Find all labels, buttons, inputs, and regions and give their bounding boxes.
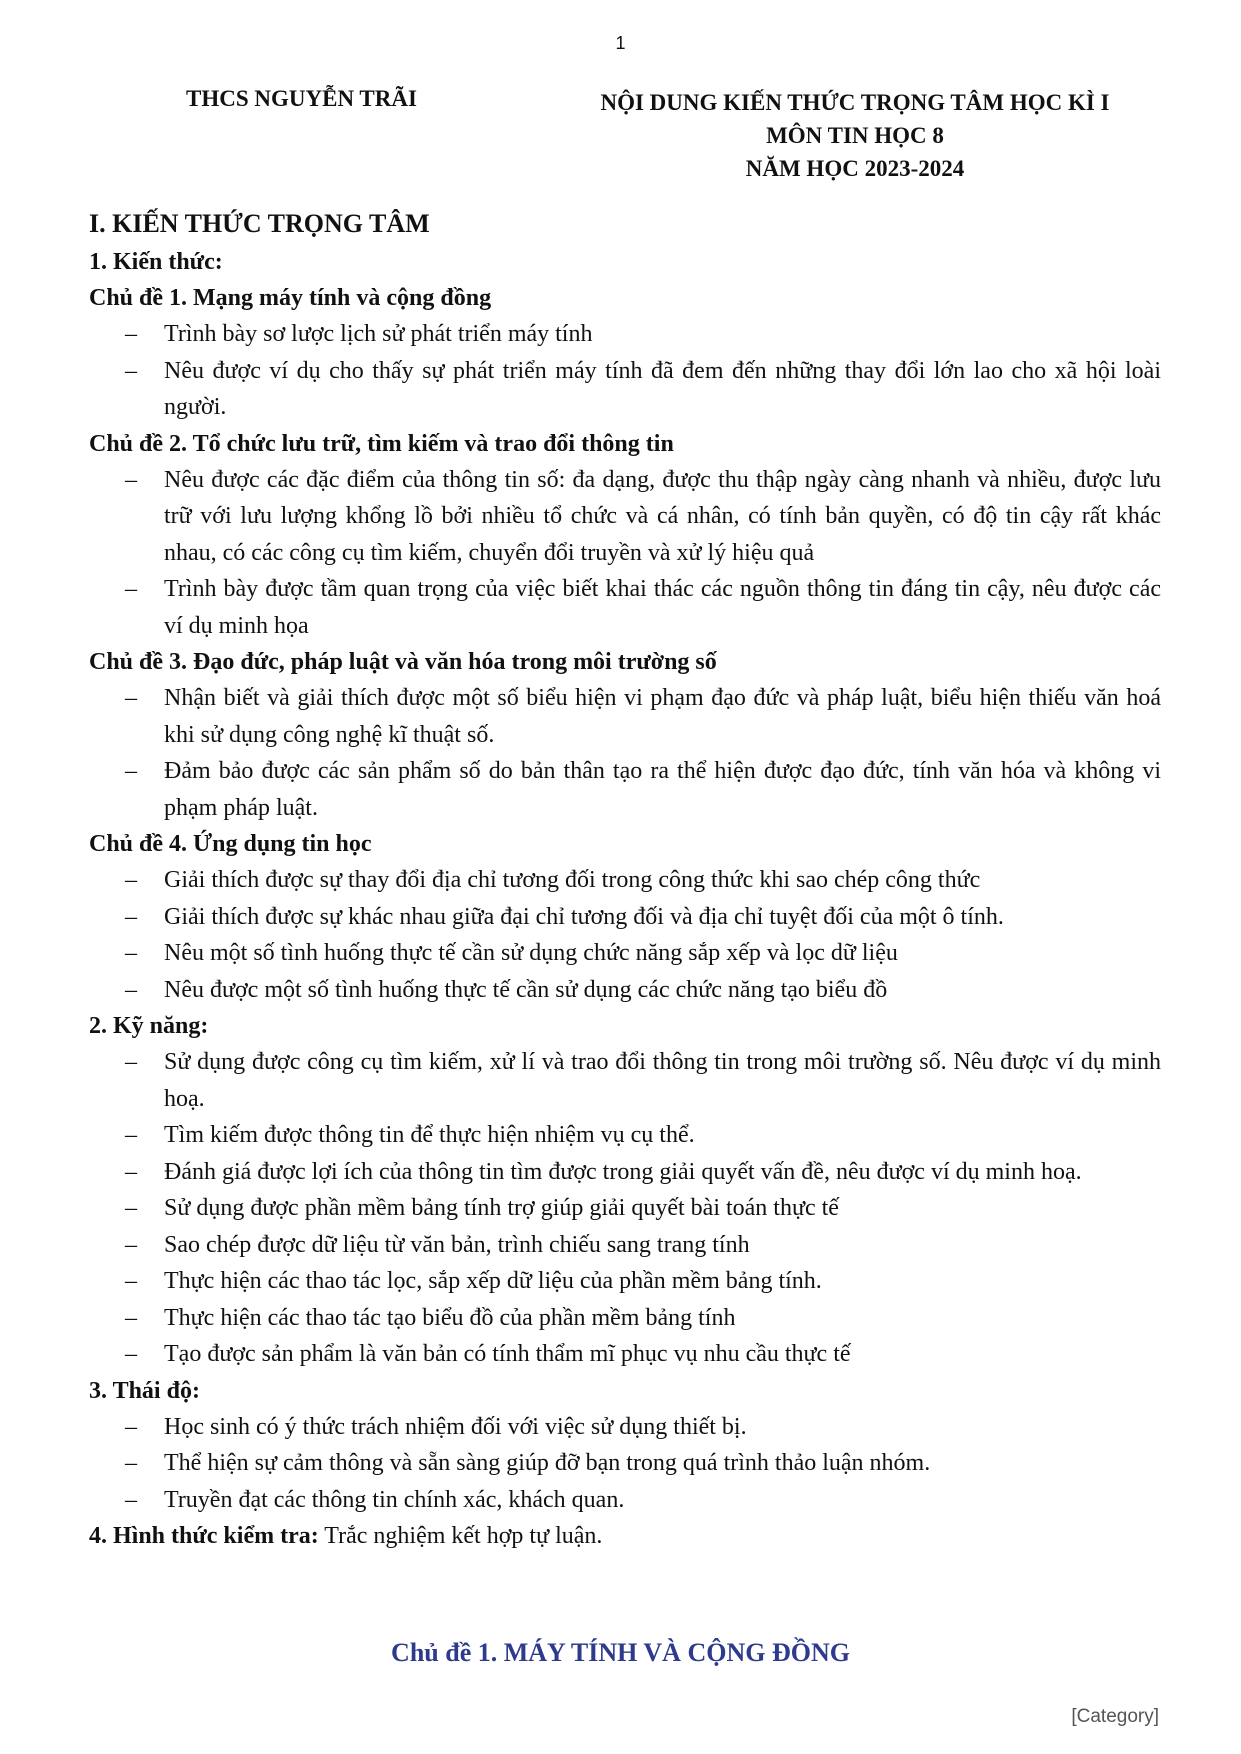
list-item: – Trình bày sơ lược lịch sử phát triển máy tính	[89, 316, 1161, 353]
dash-bullet: –	[125, 758, 137, 784]
list-item: – Tìm kiếm được thông tin để thực hiện nhiệm vụ cụ thể.	[89, 1117, 1161, 1154]
topic-3-heading: Chủ đề 3. Đạo đức, pháp luật và văn hóa trong môi trường số	[89, 649, 717, 675]
attitude-heading: 3. Thái độ:	[89, 1377, 200, 1404]
exam-form-value: Trắc nghiệm kết hợp tự luận.	[318, 1523, 603, 1549]
list-item: – Giải thích được sự thay đổi địa chỉ tương đối trong công thức khi sao chép công thức	[89, 862, 1161, 899]
list-item: – Nêu một số tình huống thực tế cần sử dụng chức năng sắp xếp và lọc dữ liệu	[89, 935, 1161, 972]
list-item: – Tạo được sản phẩm là văn bản có tính thẩm mĩ phục vụ nhu cầu thực tế	[89, 1336, 1161, 1373]
section-title: I. KIẾN THỨC TRỌNG TÂM	[89, 209, 430, 238]
school-name: THCS NGUYỄN TRÃI	[186, 86, 417, 111]
topic-1-list	[89, 316, 1161, 426]
document-title-block	[570, 86, 1140, 185]
dash-bullet: –	[125, 1158, 137, 1185]
list-item: – Nêu được ví dụ cho thấy sự phát triển máy tính đã đem đến những thay đổi lớn lao cho xã hội loài người.	[89, 353, 1161, 426]
dash-bullet: –	[125, 1341, 137, 1367]
dash-bullet: –	[125, 1268, 137, 1294]
dash-bullet: –	[125, 1304, 137, 1331]
dash-bullet: –	[125, 1122, 137, 1148]
page-number: 1	[615, 33, 626, 53]
school-year: NĂM HỌC 2023-2024	[745, 156, 965, 181]
list-item: – Truyền đạt các thông tin chính xác, khách quan.	[89, 1482, 1161, 1519]
attitude-list	[89, 1409, 1161, 1519]
list-item: – Nêu được các đặc điểm của thông tin số: đa dạng, được thu thập ngày càng nhanh và nhiều, được lưu trữ với lưu lượng khổng lồ bởi nhiều tổ chức và cá nhân, có tính bản quyền, có độ tin cậy rất khác nhau, có các công cụ tìm kiếm, chuyển đổi truyền và xử lý hiệu quả	[89, 462, 1161, 572]
list-item: – Sử dụng được phần mềm bảng tính trợ giúp giải quyết bài toán thực tế	[89, 1190, 1161, 1227]
skills-list	[89, 1044, 1161, 1373]
dash-bullet: –	[125, 685, 137, 711]
category-field: [Category]	[1071, 1706, 1159, 1727]
list-item: – Nhận biết và giải thích được một số biểu hiện vi phạm đạo đức và pháp luật, biểu hiện thiếu văn hoá khi sử dụng công nghệ kĩ thuật số.	[89, 680, 1161, 753]
subject-title: MÔN TIN HỌC 8	[766, 123, 944, 148]
list-item: – Đánh giá được lợi ích của thông tin tìm được trong giải quyết vấn đề, nêu được ví dụ minh hoạ.	[89, 1154, 1161, 1191]
list-item: – Thể hiện sự cảm thông và sẵn sàng giúp đỡ bạn trong quá trình thảo luận nhóm.	[89, 1445, 1161, 1482]
list-item: – Sao chép được dữ liệu từ văn bản, trình chiếu sang trang tính	[89, 1227, 1161, 1264]
topic-4-list	[89, 862, 1161, 1008]
list-item: – Trình bày được tầm quan trọng của việc biết khai thác các nguồn thông tin đáng tin cậy, nêu được các ví dụ minh họa	[89, 571, 1161, 644]
list-item: – Thực hiện các thao tác lọc, sắp xếp dữ liệu của phần mềm bảng tính.	[89, 1263, 1161, 1300]
list-item: – Nêu được một số tình huống thực tế cần sử dụng các chức năng tạo biểu đồ	[89, 972, 1161, 1009]
dash-bullet: –	[125, 1231, 137, 1258]
skills-heading: 2. Kỹ năng:	[89, 1013, 209, 1039]
topic-3-list	[89, 680, 1161, 826]
knowledge-heading: 1. Kiến thức:	[89, 249, 223, 275]
dash-bullet: –	[125, 357, 137, 384]
topic-2-list	[89, 462, 1161, 645]
dash-bullet: –	[125, 1413, 137, 1440]
dash-bullet: –	[125, 321, 137, 347]
dash-bullet: –	[125, 1486, 137, 1513]
dash-bullet: –	[125, 903, 137, 930]
topic-1-heading: Chủ đề 1. Mạng máy tính và cộng đồng	[89, 285, 492, 311]
dash-bullet: –	[125, 576, 137, 602]
dash-bullet: –	[125, 940, 137, 966]
dash-bullet: –	[125, 1195, 137, 1221]
document-title: NỘI DUNG KIẾN THỨC TRỌNG TÂM HỌC KÌ I	[600, 90, 1110, 115]
topic-2-heading: Chủ đề 2. Tổ chức lưu trữ, tìm kiếm và trao đổi thông tin	[89, 430, 674, 457]
dash-bullet: –	[125, 867, 137, 893]
dash-bullet: –	[125, 1450, 137, 1476]
list-item: – Sử dụng được công cụ tìm kiếm, xử lí và trao đổi thông tin trong môi trường số. Nêu được ví dụ minh hoạ.	[89, 1044, 1161, 1117]
next-topic-title: Chủ đề 1. MÁY TÍNH VÀ CỘNG ĐỒNG	[391, 1638, 850, 1667]
list-item: – Giải thích được sự khác nhau giữa đại chỉ tương đối và địa chỉ tuyệt đối của một ô tính.	[89, 899, 1161, 936]
list-item: – Học sinh có ý thức trách nhiệm đối với việc sử dụng thiết bị.	[89, 1409, 1161, 1446]
list-item: – Thực hiện các thao tác tạo biểu đồ của phần mềm bảng tính	[89, 1300, 1161, 1337]
list-item: – Đảm bảo được các sản phẩm số do bản thân tạo ra thể hiện được đạo đức, tính văn hóa và không vi phạm pháp luật.	[89, 753, 1161, 826]
document-body	[89, 206, 1161, 1554]
dash-bullet: –	[125, 976, 137, 1003]
dash-bullet: –	[125, 466, 137, 493]
exam-form-label: 4. Hình thức kiểm tra:	[89, 1523, 319, 1549]
dash-bullet: –	[125, 1049, 137, 1075]
exam-form	[89, 1518, 1161, 1554]
topic-4-heading: Chủ đề 4. Ứng dụng tin học	[89, 831, 372, 857]
